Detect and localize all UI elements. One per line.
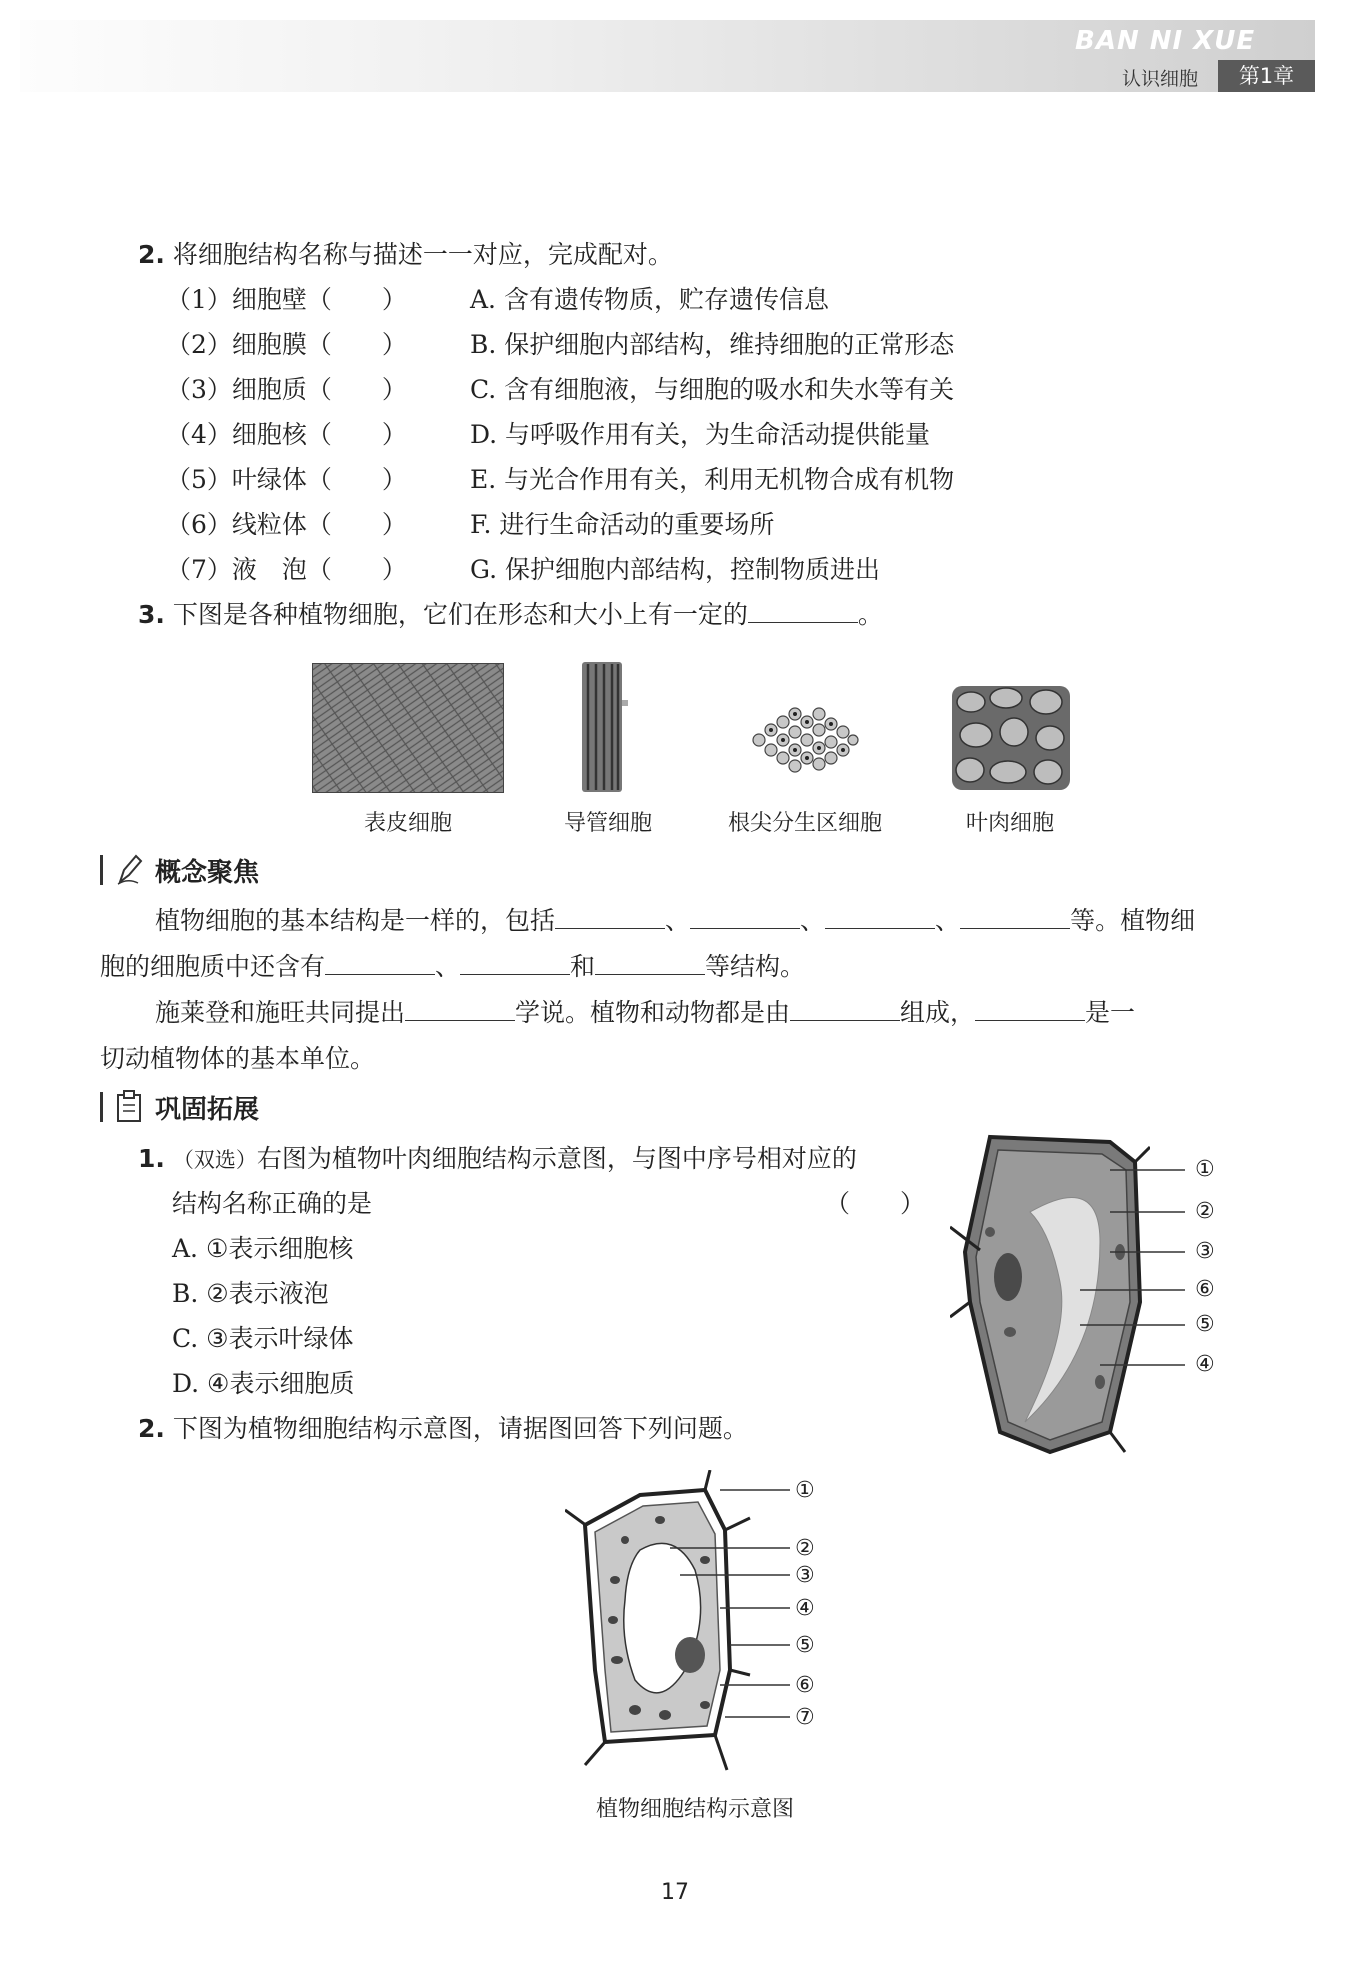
q2-right-3: C. 含有细胞液，与细胞的吸水和失水等有关 [470,375,955,404]
plant-cell-label-6: ⑥ [795,1673,815,1698]
q3-prompt-text: 下图是各种植物细胞，它们在形态和大小上有一定的 [172,600,748,629]
concept-p1-line2 [100,950,805,984]
concept-text: 等。植物细 [1070,906,1196,935]
q2-right-7: G. 保护细胞内部结构，控制物质进出 [470,555,880,584]
mesophyll-label-4: ④ [1195,1352,1215,1377]
concept-p2-line1 [155,996,1135,1030]
concept-blank-4[interactable] [960,906,1070,929]
plant-cell-label-2: ② [795,1536,815,1561]
vessel-cell-image [578,660,628,795]
plant-cell-label-5: ⑤ [795,1633,815,1658]
q2-left-2: （2）细胞膜（ ） [166,330,407,359]
plant-cell-label-4: ④ [795,1596,815,1621]
q2-left-4: （4）细胞核（ ） [166,420,407,449]
q2-right-2: B. 保护细胞内部结构，维持细胞的正常形态 [470,330,955,359]
plant-cell-label-3: ③ [795,1563,815,1588]
concept-text: 和 [570,952,596,981]
concept-p1-line1 [155,904,1195,938]
caption-epidermis: 表皮细胞 [363,811,452,836]
clipboard-icon [114,1089,144,1123]
concept-sep: 、 [800,906,826,935]
concept-blank-9[interactable] [790,998,900,1021]
caption-root-tip: 根尖分生区细胞 [727,811,882,836]
q2-prompt-text: 将细胞结构名称与描述一一对应，完成配对。 [172,240,673,269]
concept-text: 胞的细胞质中还含有 [100,952,326,981]
concept-text: 等结构。 [705,952,806,981]
consolidate-bar [100,1092,103,1122]
page-number: 17 [661,1880,689,1905]
concept-blank-5[interactable] [325,952,435,975]
concept-text: 施莱登和施旺共同提出 [155,998,406,1027]
concept-title: 概念聚焦 [155,858,260,888]
concept-blank-8[interactable] [405,998,515,1021]
mesophyll-label-6: ⑥ [1195,1277,1215,1302]
epidermis-cell-image [312,663,504,793]
q2-right-5: E. 与光合作用有关，利用无机物合成有机物 [470,465,955,494]
q2-left-3: （3）细胞质（ ） [166,375,407,404]
c-q1-line2: 结构名称正确的是 [172,1189,373,1218]
q2-number: 2. [138,240,165,269]
concept-p2-line2: 切动植物体的基本单位。 [100,1044,376,1073]
q2-right-1: A. 含有遗传物质，贮存遗传信息 [470,285,829,314]
c-q2-number: 2. [138,1414,165,1443]
concept-text: 组成， [900,998,976,1027]
mesophyll-label-5: ⑤ [1195,1312,1215,1337]
concept-blank-10[interactable] [975,998,1085,1021]
c-q1-option-d[interactable]: D. ④表示细胞质 [172,1369,355,1398]
c-q1-line1 [138,1142,857,1177]
c-q1-option-c[interactable]: C. ③表示叶绿体 [172,1324,354,1353]
c-q1-text: 右图为植物叶肉细胞结构示意图，与图中序号相对应的 [256,1144,857,1173]
concept-bar [100,855,103,885]
mesophyll-cell-image [946,680,1076,795]
c-q1-number: 1. [138,1144,165,1173]
concept-blank-7[interactable] [595,952,705,975]
root-tip-cell-image [745,700,863,780]
q2-left-5: （5）叶绿体（ ） [166,465,407,494]
q3-number: 3. [138,600,165,629]
c-q1-paren: （ ） [825,1189,926,1218]
q2-left-1: （1）细胞壁（ ） [166,285,407,314]
plant-cell-caption: 植物细胞结构示意图 [595,1797,794,1822]
concept-blank-6[interactable] [460,952,570,975]
c-q2-prompt [138,1412,748,1446]
concept-text: 是一 [1085,998,1136,1027]
plant-cell-label-1: ① [795,1478,815,1503]
pencil-icon [114,852,144,886]
mesophyll-label-1: ① [1195,1157,1215,1182]
mesophyll-label-2: ② [1195,1199,1215,1224]
concept-blank-2[interactable] [690,906,800,929]
plant-cell-label-7: ⑦ [795,1705,815,1730]
concept-sep: 、 [435,952,461,981]
concept-text: 学说。植物和动物都是由 [515,998,791,1027]
q2-right-4: D. 与呼吸作用有关，为生命活动提供能量 [470,420,931,449]
caption-mesophyll: 叶肉细胞 [965,811,1054,836]
mesophyll-label-lines [1080,1160,1190,1380]
concept-text: 植物细胞的基本结构是一样的，包括 [155,906,556,935]
concept-sep: 、 [935,906,961,935]
header-brand: BAN NI XUE [1075,26,1256,56]
c-q1-option-b[interactable]: B. ②表示液泡 [172,1279,329,1308]
c-q1-option-a[interactable]: A. ①表示细胞核 [172,1234,354,1263]
consolidate-title: 巩固拓展 [155,1095,260,1125]
q3-blank[interactable] [748,600,858,623]
plant-cell-label-lines [660,1480,795,1740]
caption-vessel: 导管细胞 [563,811,652,836]
q3-prompt [138,598,883,632]
header-section: 认识细胞 [1122,68,1199,90]
mesophyll-label-3: ③ [1195,1239,1215,1264]
c-q1-tag: （双选） [172,1148,257,1172]
q2-left-7: （7）液 泡（ ） [166,555,407,584]
q2-prompt [138,238,673,272]
concept-blank-3[interactable] [825,906,935,929]
c-q2-text: 下图为植物细胞结构示意图，请据图回答下列问题。 [172,1414,748,1443]
header-chapter: 第1章 [1218,60,1315,92]
q2-right-6: F. 进行生命活动的重要场所 [470,510,775,539]
q2-left-6: （6）线粒体（ ） [166,510,407,539]
q3-prompt-end: 。 [857,600,883,629]
concept-blank-1[interactable] [555,906,665,929]
concept-sep: 、 [665,906,691,935]
